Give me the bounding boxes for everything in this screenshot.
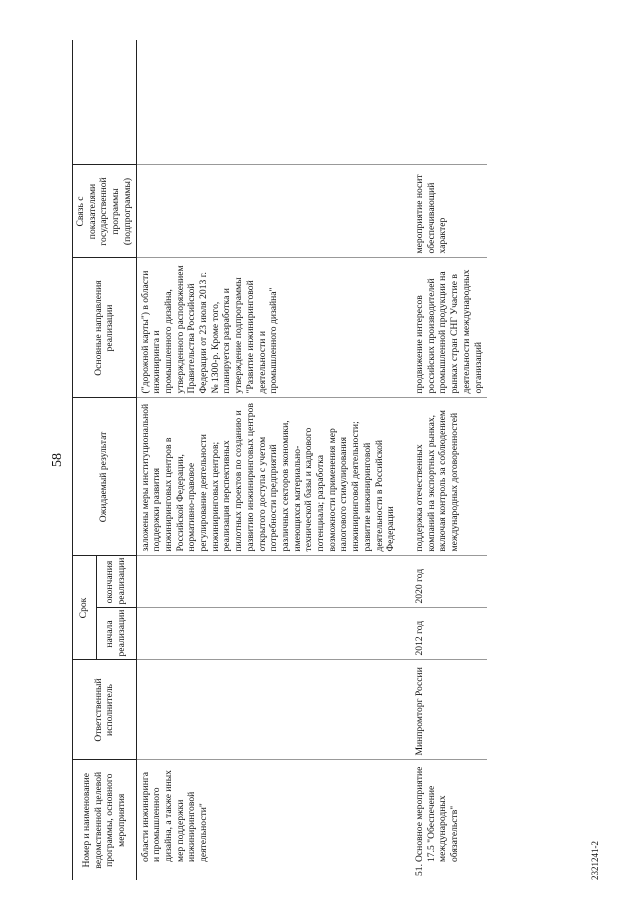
header-term: Срок xyxy=(73,556,97,660)
cell-executor: Минпромторг России xyxy=(400,660,487,760)
table-row xyxy=(136,40,400,880)
header-blank xyxy=(73,40,137,165)
cell-number: 51. xyxy=(413,864,425,876)
table-row xyxy=(400,40,487,880)
cell-executor xyxy=(136,660,400,760)
cell-name-text: Основное мероприятие 17.5 "Обеспечение международных обязательств" xyxy=(413,766,461,862)
cell-name xyxy=(400,760,487,880)
cell-end: 2020 год xyxy=(400,556,487,608)
footer-code: 2321241-2 xyxy=(590,841,600,880)
header-link: Связь с показателями государственной программы (подпрограммы) xyxy=(73,165,137,258)
cell-blank xyxy=(136,40,400,165)
cell-name xyxy=(136,760,400,880)
cell-name-text: области инжиниринга и промышленного дизайна, а также иных мер поддержки инжиниринговой деятельности" xyxy=(139,770,210,862)
cell-number xyxy=(140,862,210,876)
cell-link: мероприятие носит обеспечивающий характер xyxy=(400,165,487,258)
cell-end xyxy=(136,556,400,608)
cell-start: 2012 год xyxy=(400,608,487,660)
header-name: Номер и наименование ведомственной целевой программы, основного мероприятия xyxy=(73,760,137,880)
cell-link xyxy=(136,165,400,258)
page-number: 58 xyxy=(50,453,65,467)
rotated-page xyxy=(50,40,620,880)
cell-directions: продвижение интересов российских производителей промышленной продукции на рынках стран СНГ Участие в деятельности международных организаций xyxy=(400,258,487,398)
cell-directions: ("дорожной карты") в области инжиниринга и промышленного дизайна, утвержденного распоряжением Правительства Российской Федерации от 23 июля 2013 г. № 1300-р. Кроме того, планируется разработка и утверждение подпрограммы "Развитие инжиниринговой деятельности и промышленного дизайна" xyxy=(136,258,400,398)
program-table xyxy=(72,40,487,880)
cell-result: заложены меры институциональной поддержки развития инжиниринговых центров в Российской Федерации, нормативно-правовое регулирование деятельности инжиниринговых центров; реализация перспективных пилотных проектов по созданию и развитию инжиниринговых центров открытого доступа с учетом потребности предприятий различных секторов экономики, имеющихся материально-технической базы и кадрового потенциала; разработка возможности применения мер налогового стимулирования инжиниринговой деятельности; развитие инжиниринговой деятельности в Российской Федерации xyxy=(136,398,400,556)
header-result: Ожидаемый результат xyxy=(73,398,137,556)
header-row-1 xyxy=(73,40,97,880)
header-end: окончания реализации xyxy=(96,556,136,608)
cell-start xyxy=(136,608,400,660)
cell-blank xyxy=(400,40,487,165)
cell-result: поддержка отечественных компаний на экспортных рынках, включая контроль за соблюдением международных договоренностей xyxy=(400,398,487,556)
header-start: начала реализации xyxy=(96,608,136,660)
header-directions: Основные направления реализации xyxy=(73,258,137,398)
header-executor: Ответственный исполнитель xyxy=(73,660,137,760)
